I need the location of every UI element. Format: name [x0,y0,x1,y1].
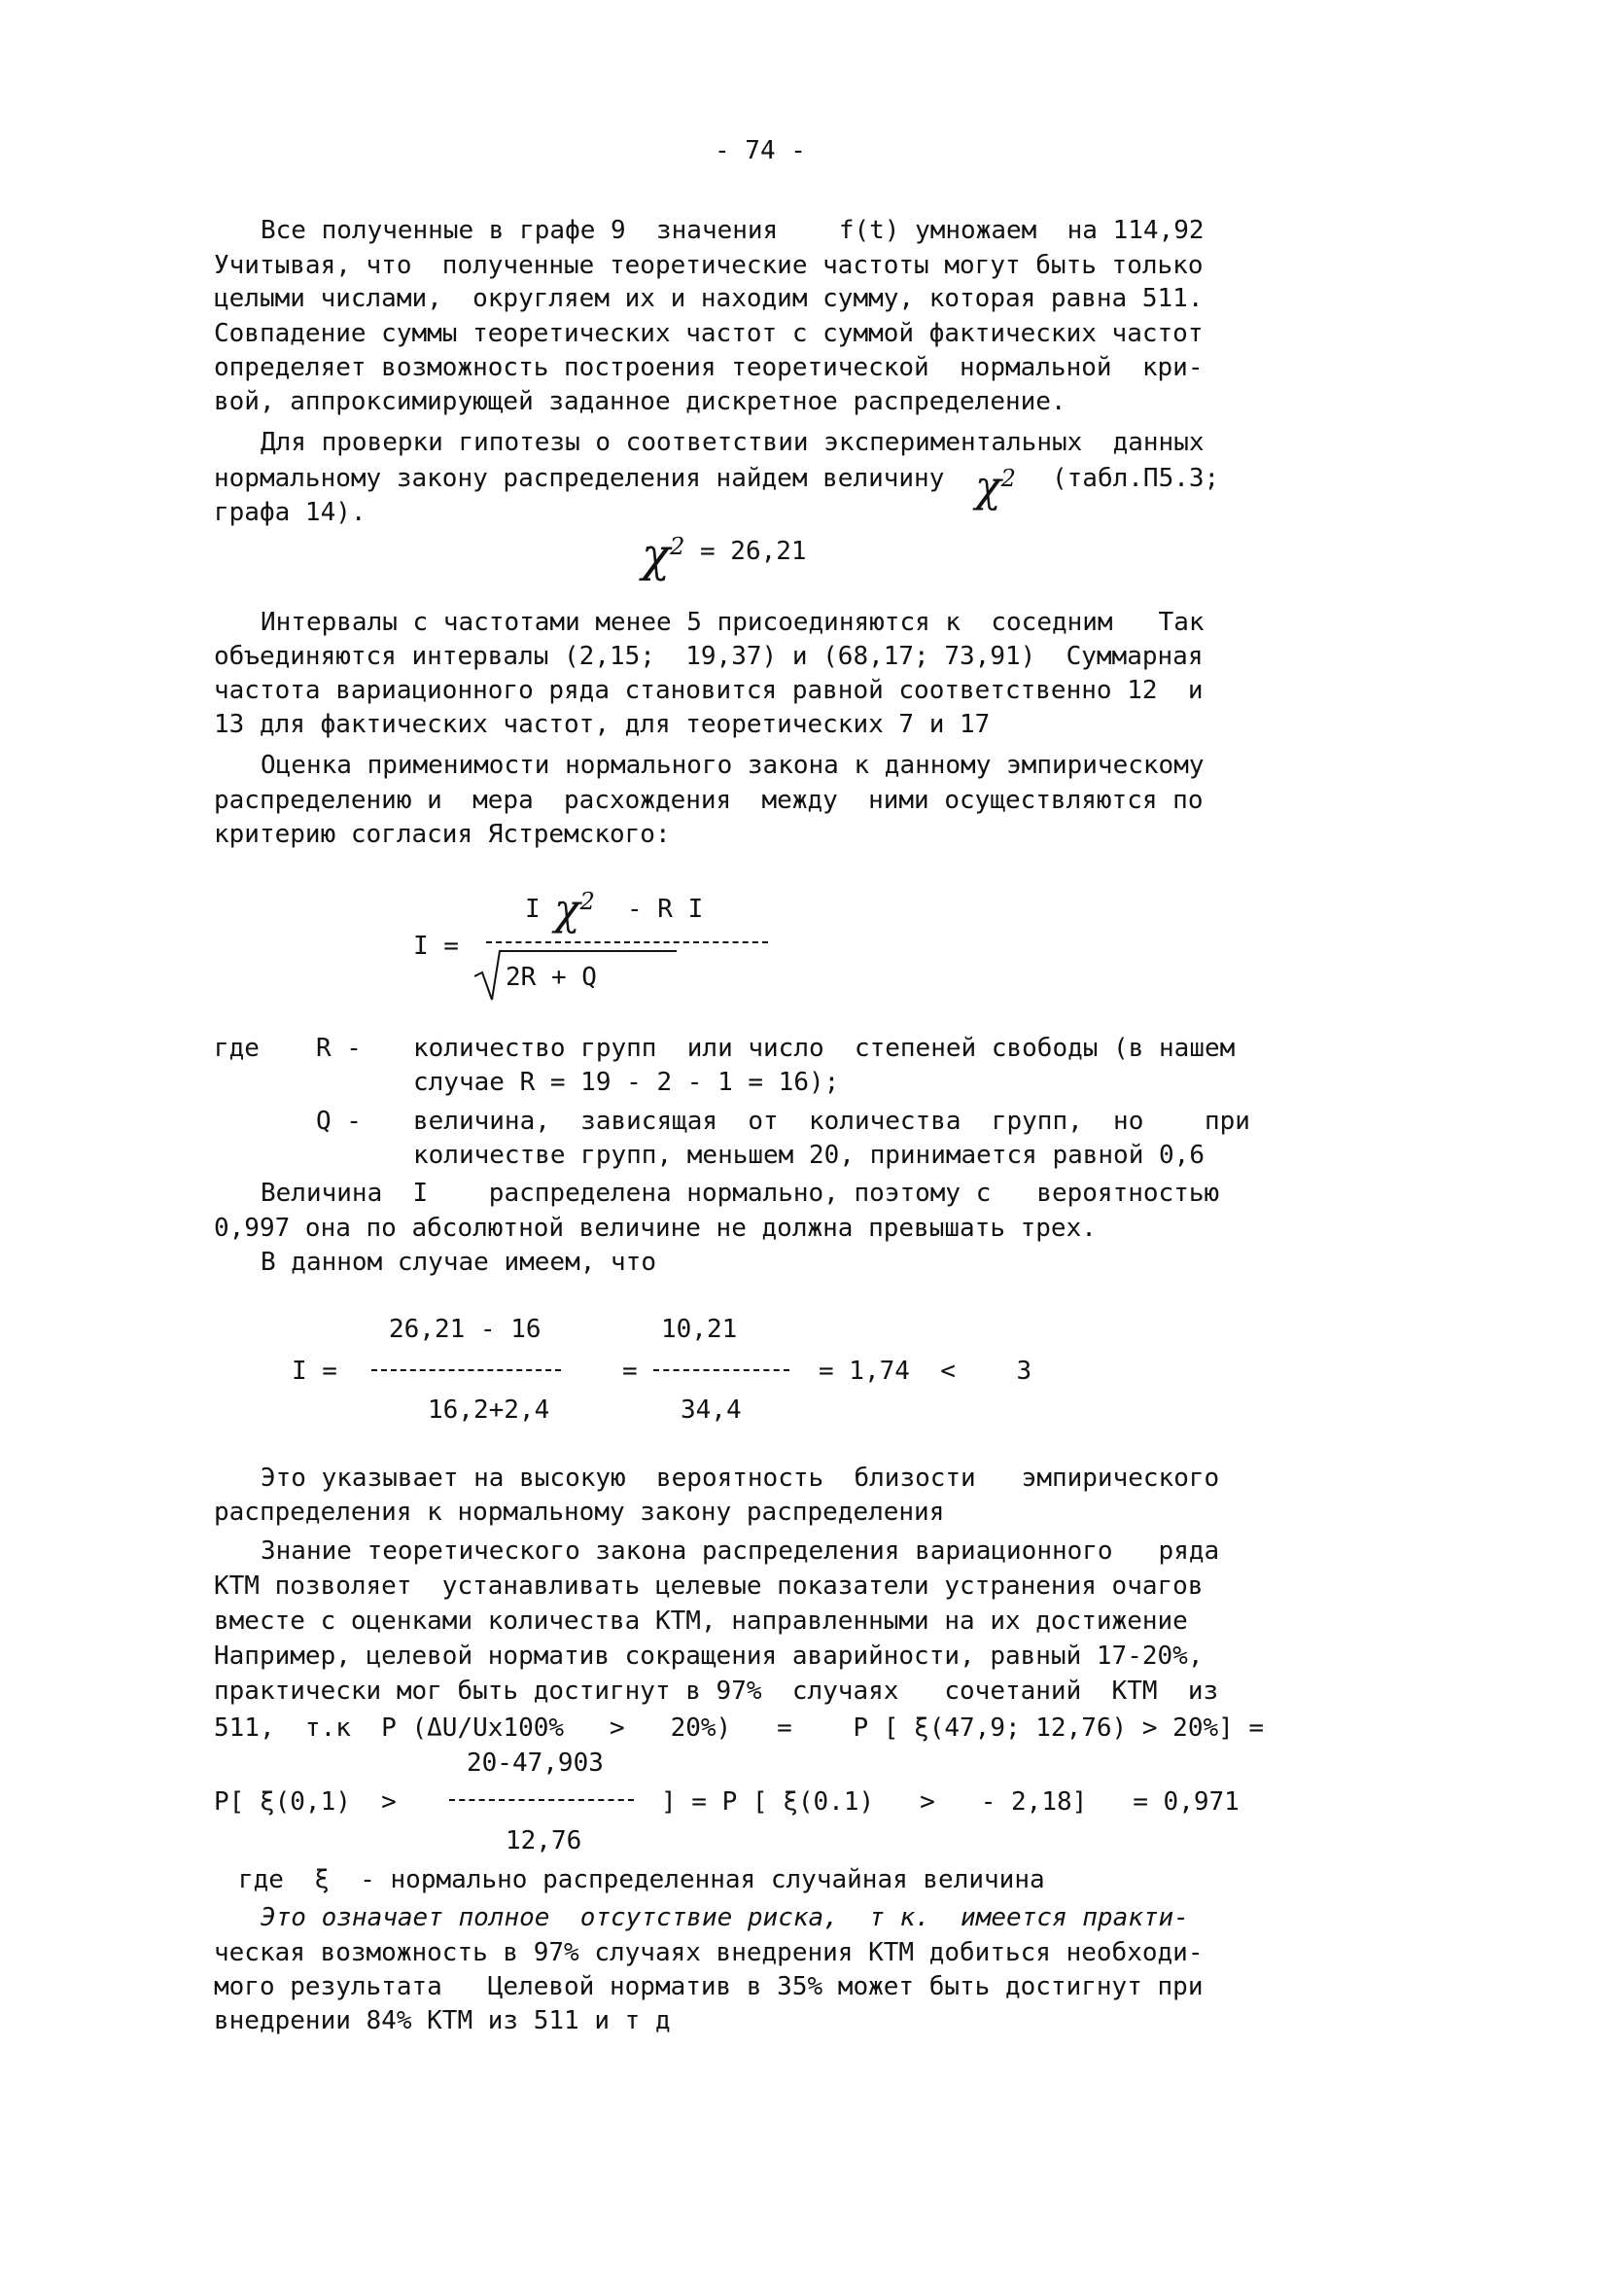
fraction-line [486,941,768,943]
formula-line: 511, т.к Р (ΔU/Ux100% > 20%) = Р [ ξ(47,9; 12,76) > 20%] = [214,1713,1265,1743]
paragraph-line: целыми числами, округляем их и находим сумму, которая равна 511. [214,284,1204,313]
formula-numerator-bar: I [525,895,541,924]
formula-numerator-rest: - R I [627,895,704,924]
formula-denominator: 34,4 [681,1395,742,1425]
paragraph-line: где ξ - нормально распределенная случайная величина [238,1865,1045,1894]
where-q-symbol: Q - [316,1107,362,1136]
where-q-text: величина, зависящая от количества групп, но при [413,1107,1250,1136]
formula-numerator: 10,21 [661,1315,738,1344]
paragraph-line: практически мог быть достигнут в 97% случаях сочетаний КТМ из [214,1677,1219,1706]
chi-squared-result-symbol: $\chi^2$ [642,528,685,583]
paragraph-line: Например, целевой норматив сокращения аварийности, равный 17-20%, [214,1642,1204,1671]
paragraph-line: Учитывая, что полученные теоретические частоты могут быть только [214,251,1204,280]
formula-lhs: I = [413,932,459,961]
formula-result: = 1,74 < 3 [819,1357,1032,1386]
paragraph-line: графа 14). [214,498,367,527]
paragraph-line: частота вариационного ряда становится равной соответственно 12 и [214,676,1204,705]
paragraph-line: В данном случае имеем, что [261,1248,656,1277]
paragraph-line: Совпадение суммы теоретических частот с суммой фактических частот [214,319,1204,348]
paragraph-line: вой, аппроксимирующей заданное дискретное распределение. [214,387,1066,416]
formula-lhs: I = [292,1357,337,1386]
formula-left: Р[ ξ(0,1) > [214,1787,397,1817]
chi-squared-symbol: $\chi^2$ [554,885,595,936]
paragraph-line: Это означает полное отсутствие риска, т к. имеется практи- [261,1903,1189,1932]
paragraph-line: критерию согласия Ястремского: [214,820,671,849]
formula-numerator: 26,21 - 16 [389,1315,542,1344]
paragraph-line: Оценка применимости нормального закона к данному эмпирическому [261,751,1205,780]
page-number: - 74 - [715,136,806,165]
paragraph-line: распределения к нормальному закону распределения [214,1498,945,1527]
paragraph-line: ческая возможность в 97% случаях внедрения КТМ добиться необходи- [214,1938,1204,1967]
chi-squared-value: = 26,21 [700,537,807,566]
where-r-text: случае R = 19 - 2 - 1 = 16); [413,1068,840,1097]
table-reference: (табл.П5.3; [1052,464,1220,493]
formula-right: ] = Р [ ξ(0.1) > - 2,18] = 0,971 [661,1787,1240,1817]
paragraph-line: мого результата Целевой норматив в 35% может быть достигнут при [214,1972,1204,2001]
paragraph-line: нормальному закону распределения найдем величину [214,464,945,493]
fraction-line [371,1369,561,1371]
fraction-line [653,1369,789,1371]
paragraph-line: определяет возможность построения теоретической нормальной кри- [214,353,1204,382]
paragraph-line: Для проверки гипотезы о соответствии экспериментальных данных [261,428,1205,457]
formula-denominator: 12,76 [506,1826,582,1855]
formula-numerator: 20-47,903 [467,1748,604,1778]
paragraph-line: Все полученные в графе 9 значения f(t) умножаем на 114,92 [261,216,1205,245]
formula-denominator: 2R + Q [506,963,597,992]
paragraph-line: вместе с оценками количества КТМ, направленными на их достижение [214,1607,1188,1636]
paragraph-line: 0,997 она по абсолютной величине не должна превышать трех. [214,1214,1097,1243]
paragraph-line: Это указывает на высокую вероятность близости эмпирического [261,1464,1220,1493]
equals-sign: = [622,1357,638,1386]
paragraph-line: объединяются интервалы (2,15; 19,37) и (68,17; 73,91) Суммарная [214,642,1204,671]
paragraph-line: Знание теоретического закона распределения вариационного ряда [261,1537,1220,1566]
where-r-symbol: R - [316,1034,362,1063]
paragraph-line: Интервалы с частотами менее 5 присоединяются к соседним Так [261,608,1205,637]
chi-squared-symbol: $\chi^2$ [975,462,1016,512]
paragraph-line: 13 для фактических частот, для теоретических 7 и 17 [214,710,991,739]
fraction-line [449,1799,634,1801]
paragraph-line: КТМ позволяет устанавливать целевые показатели устранения очагов [214,1572,1204,1601]
paragraph-line: Величина I распределена нормально, поэтому с вероятностью [261,1179,1220,1208]
where-r-text: количество групп или число степеней свободы (в нашем [413,1034,1236,1063]
paragraph-line: внедрении 84% КТМ из 511 и т д [214,2006,671,2035]
formula-denominator: 16,2+2,4 [428,1395,550,1425]
where-label: где [214,1034,260,1063]
paragraph-line: распределению и мера расхождения между ними осуществляются по [214,786,1204,815]
where-q-text: количестве групп, меньшем 20, принимается равной 0,6 [413,1141,1205,1170]
